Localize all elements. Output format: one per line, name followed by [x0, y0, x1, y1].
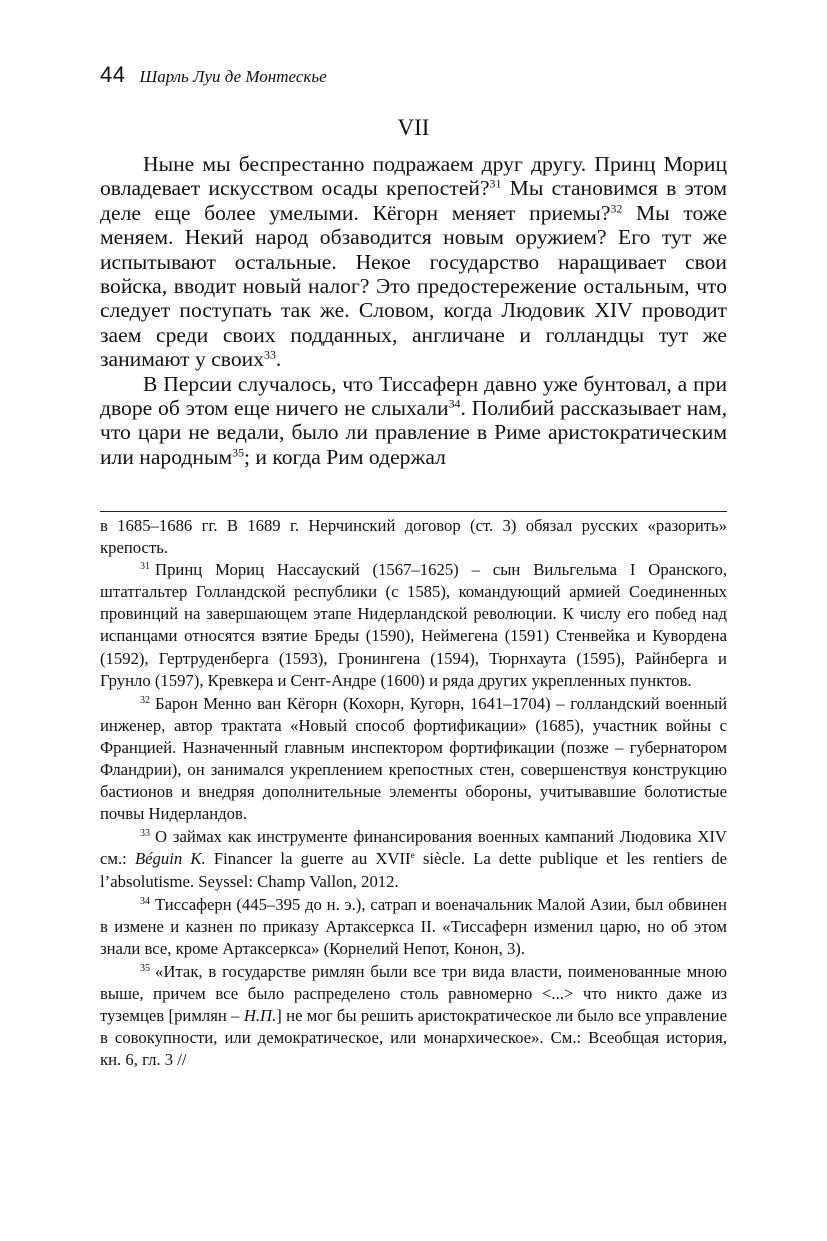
footnote: $^{34}$ Тиссаферн (445–395 до н. э.), сатрап и военачальник Малой Азии, был обвинен в измене и казнен по приказу Артаксеркса II. «Тиссаферн изменил царю, но об этом знали все, кроме Артаксеркса» (Корнелий Непот, Конон, 3). — [100, 894, 727, 958]
chapter-heading: VII — [397, 115, 430, 140]
footnote-number: 34 — [140, 895, 151, 907]
footnote-number: 32 — [140, 694, 151, 706]
footnote-number: 31 — [140, 561, 151, 573]
footnote-divider — [100, 511, 727, 512]
footnote-ref[interactable]: 33 — [264, 347, 276, 362]
running-head: Шарль Луи де Монтескье — [139, 67, 327, 86]
author-name: Béguin K. — [134, 849, 206, 869]
page-number: 44 — [100, 62, 126, 87]
footnote-ref[interactable]: 35 — [232, 445, 244, 460]
footnote: $^{35}$ «Итак, в государстве римлян были все три вида власти, поименованные мною выше, причем все было распределено столь равномерно <...> что никто даже из туземцев [римлян – Н.П.] не мог бы решить аристократическое ли было все управление в совокупности, или демократическое, или монархическое». См.: Всеобщая история, кн. 6, гл. 3 // — [100, 961, 727, 1070]
footnotes — [100, 515, 727, 1071]
footnote-continuation: в 1685–1686 гг. В 1689 г. Нерчинский договор (ст. 3) обязал русских «разорить» крепость. — [100, 516, 727, 558]
footnote: $^{31}$ Принц Мориц Нассауский (1567–1625) – сын Вильгельма I Оранского, штатгальтер Голландской республики (с 1585), командующий армией Соединенных провинций на завершающем этапе Нидерландской революции. К числу его побед над испанцами относятся взятие Бреды (1590), Неймегена (1591) Стенвейка и Кувордена (1592), Гертруденберга (1593), Гронингена (1594), Тюрнхаута (1595), Райнберга и Грунло (1597), Кревкера и Сент-Андре (1600) и ряда других укрепленных пунктов. — [100, 560, 727, 690]
footnote-number: 33 — [140, 828, 151, 840]
footnote-number: 35 — [140, 962, 151, 974]
footnote-ref[interactable]: 31 — [489, 176, 502, 191]
footnote-ref[interactable]: 32 — [610, 201, 623, 216]
footnote-ref[interactable]: 34 — [448, 396, 461, 411]
main-text — [100, 152, 727, 469]
author-initials: Н.П. — [243, 1006, 277, 1026]
page-header — [100, 62, 327, 92]
paragraph: В Персии случалось, что Тиссаферн давно уже бунтовал, а при дворе об этом еще ничего не слыхали$^{34}$. Полибий рассказывает нам, что цари не ведали, было ли правление в Риме аристократическим или народным$^{35}$; и когда Рим одержал — [100, 371, 727, 469]
footnote: $^{32}$ Барон Менно ван Кёгорн (Кохорн, Кугорн, 1641–1704) – голландский военный инженер, автор трактата «Новый способ фортификации» (1685), участник войны с Францией. Назначенный главным инспектором фортификации (позже – губернатором Фландрии), он занимался укреплением крепостных стен, совершенствуя конструкцию бастионов и внедряя дополнительные элементы обороны, учитывавшие болотистые почвы Нидерландов. — [100, 693, 727, 824]
paragraph: Ныне мы беспрестанно подражаем друг другу. Принц Мориц овладевает искусством осады крепостей?$^{31}$ Мы становимся в этом деле еще более умелыми. Кёгорн меняет приемы?$^{32}$ Мы тоже меняем. Некий народ обзаводится новым оружием? Его тут же испытывают остальные. Некое государство наращивает свои войска, вводит новый налог? Это предостережение остальным, что следует поступать так же. Словом, когда Людовик XIV проводит заем среди своих подданных, англичане и голландцы тут же занимают у своих$^{33}$. — [100, 152, 728, 372]
footnote: $^{33}$ О займах как инструменте финансирования военных кампаний Людовика XIV см.: Béguin K. Financer la guerre au XVIIe siècle. La dette publique et les rentiers de l’absolutisme. Seyssel: Champ Vallon, 2012. — [100, 827, 727, 891]
